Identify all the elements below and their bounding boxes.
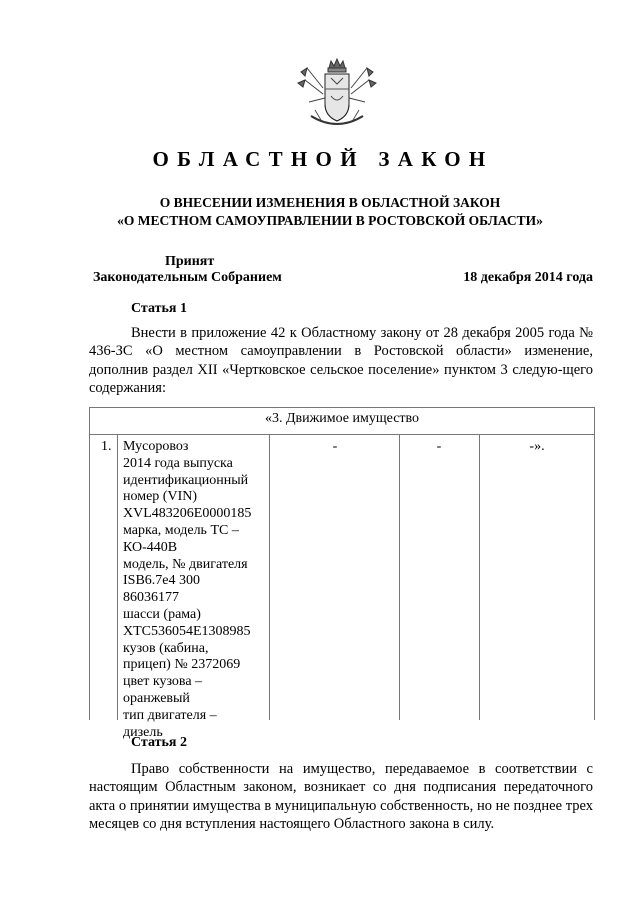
law-title: ОБЛАСТНОЙ ЗАКОН	[152, 147, 494, 171]
row-description	[123, 439, 268, 741]
desc-line: модель, № двигателя	[123, 556, 248, 572]
desc-line: XTC536054E1308985	[123, 623, 251, 639]
desc-line: XVL483206E0000185	[123, 506, 252, 522]
desc-line: идентификационный	[123, 472, 249, 488]
desc-line: кузов (кабина,	[123, 640, 209, 656]
desc-line: ISB6.7e4 300	[123, 573, 200, 589]
adopted-by: Законодательным Собранием	[93, 270, 282, 285]
desc-line: номер (VIN)	[123, 489, 198, 505]
desc-line: шасси (рама)	[123, 606, 201, 622]
desc-line: КО-440В	[123, 539, 178, 555]
desc-line: прицеп) № 2372069	[123, 657, 241, 673]
desc-line: Мусоровоз	[123, 439, 189, 454]
desc-line: 2014 года выпуска	[123, 455, 233, 471]
coat-of-arms-icon	[295, 58, 379, 131]
desc-line: марка, модель ТС –	[123, 522, 239, 538]
adopted-label: Принят	[165, 254, 215, 269]
desc-line: 86036177	[123, 590, 179, 606]
article-2-text: Право собственности на имущество, передаваемое в соответствии с настоящим Областным законом, возникает со дня подписания передаточного акта о принятии имущества в муниципальную собственность, но не позднее трех месяцев со дня вступления настоящего Областного закона в силу.	[89, 761, 593, 832]
row-col-3: -	[332, 439, 338, 454]
desc-line: дизель	[123, 724, 163, 740]
row-col-4: -	[436, 439, 442, 454]
property-table	[89, 407, 595, 740]
article-2-heading: Статья 2	[131, 735, 187, 750]
article-1-text: Внести в приложение 42 к Областному закону от 28 декабря 2005 года № 436-ЗС «О местном самоуправлении в Ростовской области» изменение, дополнив раздел XII «Чертковское сельское поселение» пунктом 3 следую-щего содержания:	[89, 325, 593, 396]
article-1-heading: Статья 1	[131, 301, 187, 316]
law-subtitle	[60, 194, 600, 230]
table-header: «3. Движимое имущество	[264, 411, 420, 426]
row-number: 1.	[101, 439, 112, 454]
subtitle-line-1: О ВНЕСЕНИИ ИЗМЕНЕНИЯ В ОБЛАСТНОЙ ЗАКОН	[159, 195, 501, 210]
desc-line: тип двигателя –	[123, 707, 217, 723]
subtitle-line-2: «О МЕСТНОМ САМОУПРАВЛЕНИИ В РОСТОВСКОЙ ОБЛАСТИ»	[117, 213, 543, 228]
row-col-5: -».	[529, 439, 545, 454]
adopted-date: 18 декабря 2014 года	[463, 270, 593, 285]
desc-line: цвет кузова –	[123, 674, 203, 690]
desc-line: оранжевый	[123, 690, 190, 706]
